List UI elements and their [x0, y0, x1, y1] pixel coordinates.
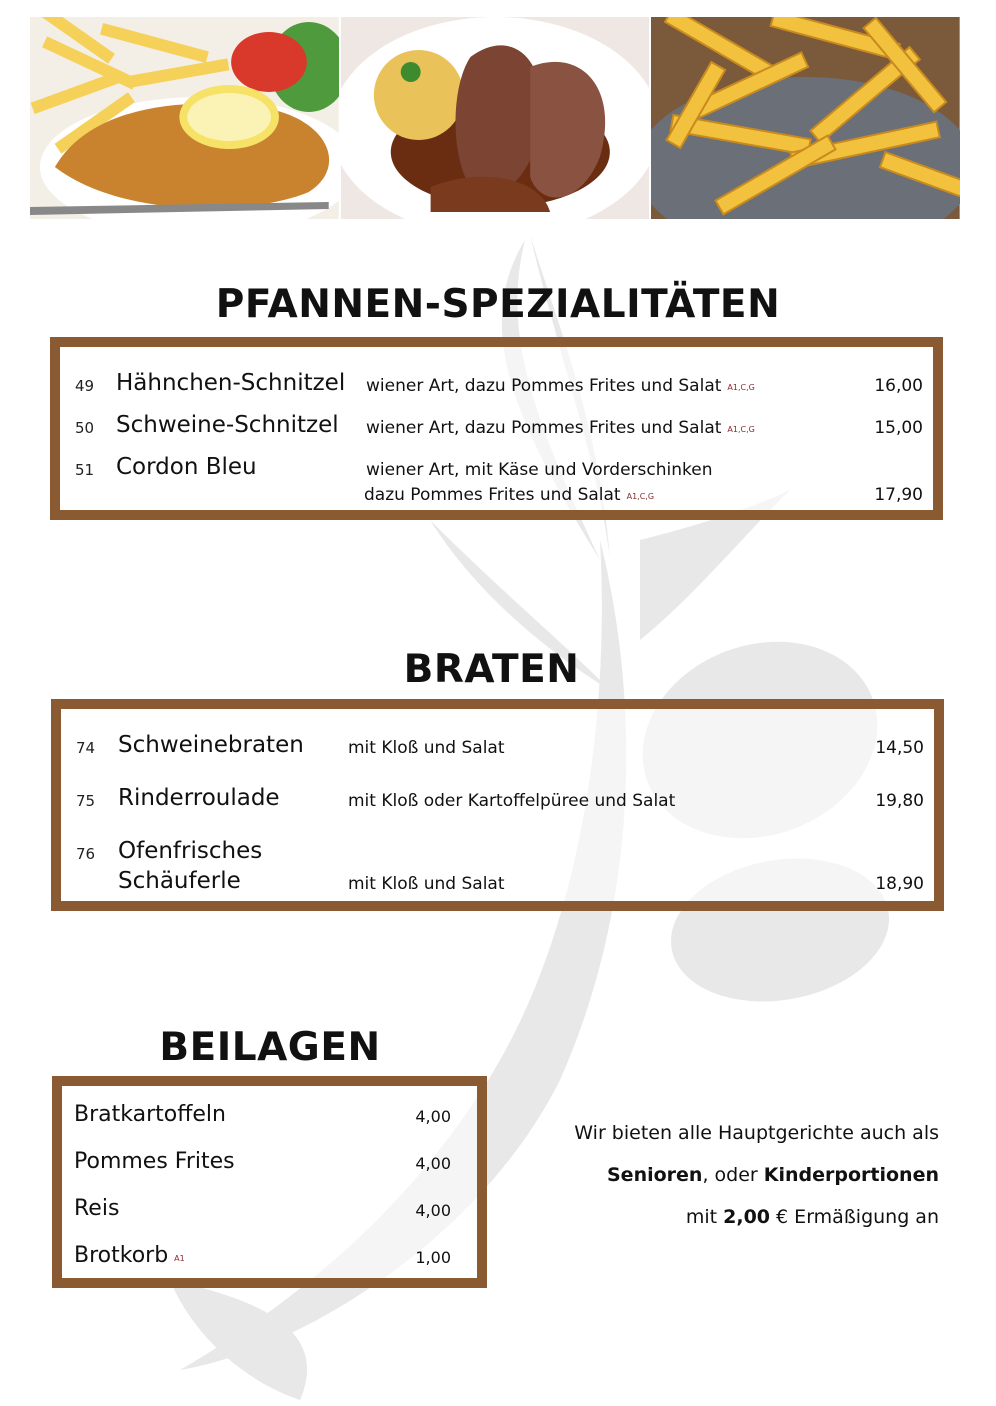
- side-name: Reis: [74, 1196, 120, 1221]
- item-description-line1: wiener Art, mit Käse und Vorderschinken: [366, 460, 713, 480]
- item-price: 19,80: [875, 791, 924, 811]
- item-description: mit Kloß oder Kartoffelpüree und Salat: [348, 791, 676, 811]
- item-number: 76: [76, 845, 96, 863]
- item-name: Schweinebraten: [118, 732, 304, 758]
- side-price: 4,00: [415, 1201, 451, 1220]
- item-description-line2: dazu Pommes Frites und Salat A1,C,G: [364, 485, 655, 505]
- pfannen-box: [50, 337, 943, 520]
- section-title-braten: BRATEN: [403, 647, 580, 692]
- item-description: mit Kloß und Salat: [348, 874, 505, 894]
- item-description: wiener Art, dazu Pommes Frites und Salat A1,C,G: [366, 376, 755, 396]
- side-price: 4,00: [415, 1107, 451, 1126]
- schnitzel-photo: [30, 17, 339, 219]
- item-number: 74: [76, 739, 96, 757]
- section-title-pfannen: PFANNEN-SPEZIALITÄTEN: [215, 282, 781, 327]
- item-name: Hähnchen-Schnitzel: [116, 370, 346, 396]
- item-number: 51: [75, 461, 95, 479]
- note-line3: mit 2,00 € Ermäßigung an: [685, 1206, 939, 1228]
- side-price: 1,00: [415, 1248, 451, 1267]
- note-line2: Senioren, oder Kinderportionen: [607, 1164, 939, 1186]
- allergen-codes: A1: [174, 1254, 185, 1263]
- item-number: 50: [75, 419, 95, 437]
- side-price: 4,00: [415, 1154, 451, 1173]
- item-price: 17,90: [874, 485, 923, 505]
- item-price: 15,00: [874, 418, 923, 438]
- side-name: Pommes Frites: [74, 1149, 235, 1174]
- item-price: 18,90: [875, 874, 924, 894]
- beilagen-box: [52, 1076, 487, 1288]
- item-name-line1: Ofenfrisches: [118, 838, 263, 864]
- item-description: wiener Art, dazu Pommes Frites und Salat A1,C,G: [366, 418, 755, 438]
- fries-photo: [651, 17, 960, 219]
- item-name: Rinderroulade: [118, 785, 280, 811]
- item-name-line2: Schäuferle: [118, 868, 241, 894]
- item-number: 49: [75, 377, 95, 395]
- allergen-codes: A1,C,G: [727, 425, 755, 434]
- note-line1: Wir bieten alle Hauptgerichte auch als: [574, 1122, 939, 1144]
- portion-note: [574, 1112, 939, 1238]
- allergen-codes: A1,C,G: [626, 492, 655, 501]
- item-name: Schweine-Schnitzel: [116, 412, 339, 438]
- side-name: Bratkartoffeln: [74, 1102, 226, 1127]
- braten-box: [51, 699, 944, 911]
- item-price: 14,50: [875, 738, 924, 758]
- side-name: Brotkorb A1: [74, 1243, 185, 1268]
- item-number: 75: [76, 792, 96, 810]
- item-description: mit Kloß und Salat: [348, 738, 505, 758]
- roast-dumpling-photo: [341, 17, 650, 219]
- item-name: Cordon Bleu: [116, 454, 257, 480]
- photo-strip: [30, 17, 960, 219]
- item-price: 16,00: [874, 376, 923, 396]
- section-title-beilagen: BEILAGEN: [159, 1025, 381, 1070]
- allergen-codes: A1,C,G: [727, 383, 755, 392]
